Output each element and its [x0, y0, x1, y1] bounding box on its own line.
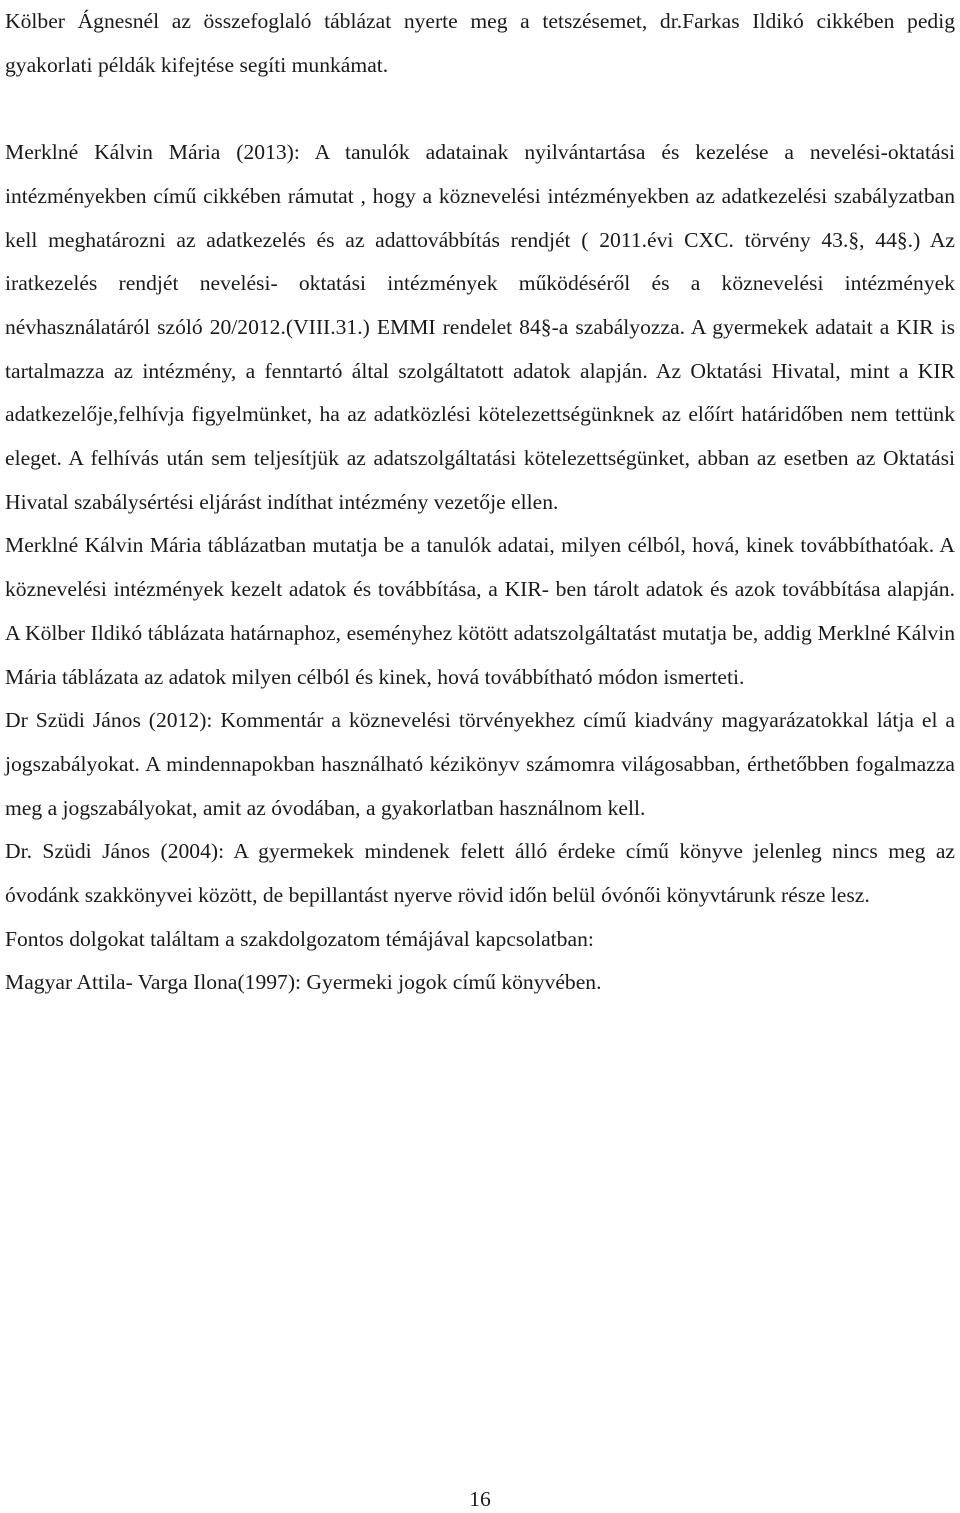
- paragraph-important-findings: Fontos dolgokat találtam a szakdolgozatom témájával kapcsolatban:: [5, 926, 594, 951]
- paragraph-szudi-2004: Dr. Szüdi János (2004): A gyermekek mindenek felett álló érdeke című könyve jelenleg nincs meg az óvodánk szakkönyvei között, de bepillantást nyerve rövid időn belül óvónői könyvtárunk része lesz.: [5, 839, 955, 908]
- paragraph-merklne-2013: Merklné Kálvin Mária (2013): A tanulók adatainak nyilvántartása és kezelése a nevelési-oktatási intézményekben című cikkében rámutat , hogy a köznevelési intézményekben az adatkezelési szabályzatban kell meghatározni az adatkezelés és az adattovábbítás rendjét ( 2011.évi CXC. törvény 43.§, 44§.) Az iratkezelés rendjét nevelési- oktatási intézmények működéséről és a köznevelési intézmények névhasználatáról szóló 20/2012.(VIII.31.) EMMI rendelet 84§-a szabályozza. A gyermekek adatait a KIR is tartalmazza az intézmény, a fenntartó által szolgáltatott adatok alapján. Az Oktatási Hivatal, mint a KIR adatkezelője,felhívja figyelmünket, ha az adatközlési kötelezettségünknek az előírt határidőben nem tettünk eleget. A felhívás után sem teljesítjük az adatszolgáltatási kötelezettségünket, abban az esetben az Oktatási Hivatal szabálysértési eljárást indíthat intézmény vezetője ellen.: [5, 140, 955, 514]
- paragraph-merklne-table: Merklné Kálvin Mária táblázatban mutatja be a tanulók adatai, milyen célból, hová, kinek továbbíthatóak. A köznevelési intézmények kezelt adatok és továbbítása, a KIR- ben tárolt adatok és azok továbbítása alapján. A Kölber Ildikó táblázata határnaphoz, eseményhez kötött adatszolgáltatást mutatja be, addig Merklné Kálvin Mária táblázata az adatok milyen célból és kinek, hová továbbítható módon ismerteti.: [5, 533, 955, 689]
- page-number: 16: [469, 1487, 491, 1511]
- paragraph-intro-summary: Kölber Ágnesnél az összefoglaló táblázat nyerte meg a tetszésemet, dr.Farkas Ildikó cikkében pedig gyakorlati példák kifejtése segíti munkámat.: [5, 9, 955, 77]
- document-body: [5, 0, 955, 1005]
- paragraph-szudi-2012: Dr Szüdi János (2012): Kommentár a köznevelési törvényekhez című kiadvány magyarázatokkal látja el a jogszabályokat. A mindennapokban használható kézikönyv számomra világosabban, érthetőbben fogalmazza meg a jogszabályokat, amit az óvodában, a gyakorlatban használnom kell.: [5, 708, 955, 820]
- paragraph-magyar-varga-1997: Magyar Attila- Varga Ilona(1997): Gyermeki jogok című könyvében.: [5, 970, 602, 995]
